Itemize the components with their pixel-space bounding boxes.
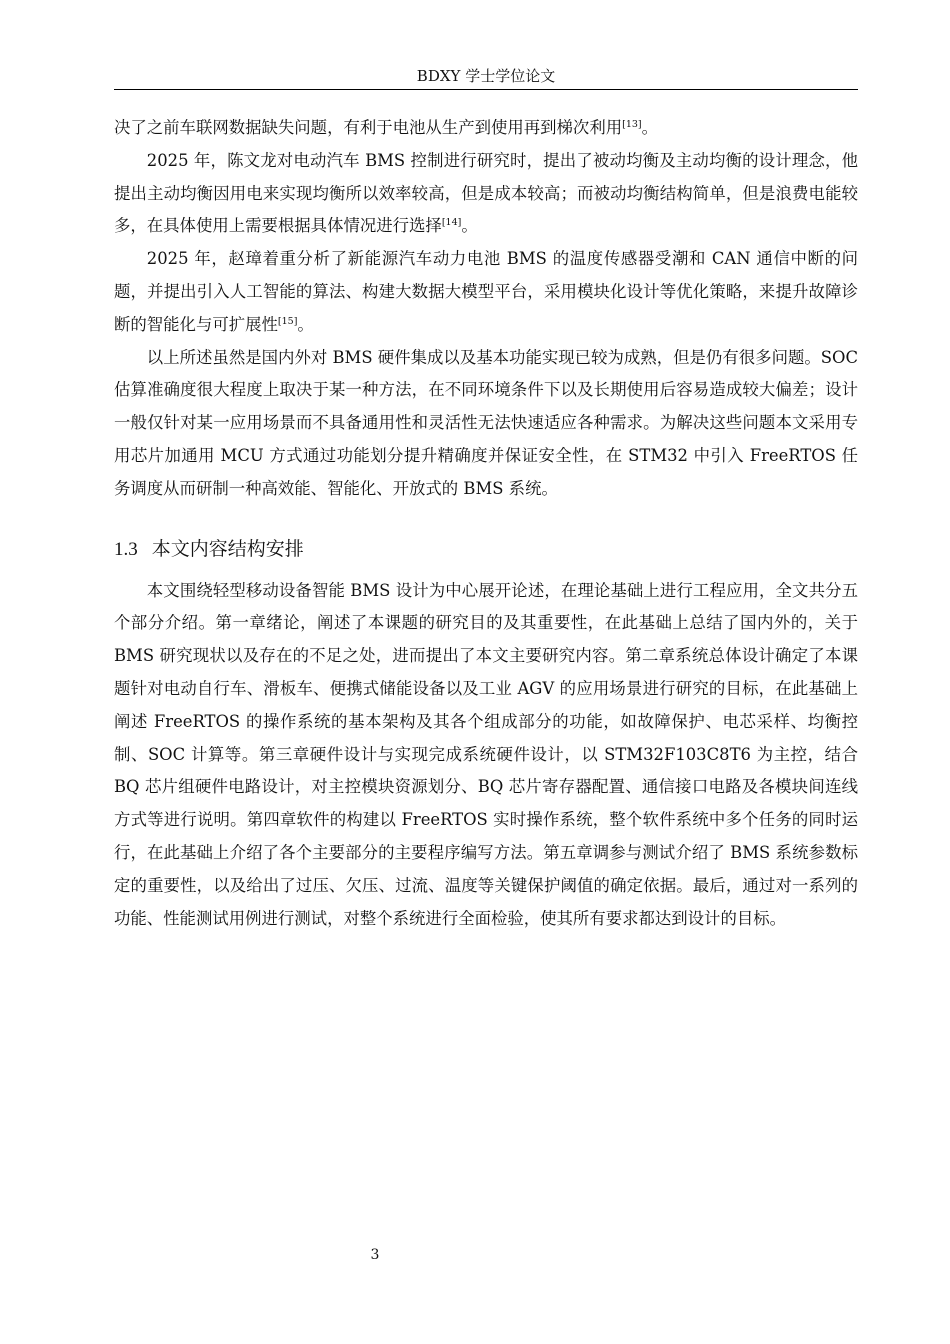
paragraph-tail: 。 — [297, 314, 314, 334]
paragraph-tail: 。 — [641, 118, 659, 137]
paragraph-4 — [114, 342, 858, 506]
paragraph-1 — [114, 112, 858, 145]
body-text — [114, 112, 858, 935]
section-number: 1.3 — [114, 538, 138, 560]
page-number: 3 — [370, 1247, 380, 1263]
paragraph-text: 以上所述虽然是国内外对 BMS 硬件集成以及基本功能实现已较为成熟，但是仍有很多问题。SOC 估算准确度很大程度上取决于某一种方法，在不同环境条件下以及长期使用后容易造成较大偏差；设计一般仅针对某一应用场景而不具备通用性和灵活性无法快速适应各种需求。为解决这些问题本文采用专用芯片加通用 MCU 方式通过功能划分提升精确度并保证安全性，在 STM32 中引入 FreeRTOS 任务调度从而研制一种高效能、智能化、开放式的 BMS 系统。 — [114, 347, 858, 498]
paragraph-text: 决了之前车联网数据缺失问题，有利于电池从生产到使用再到梯次利用 — [114, 118, 623, 137]
paragraph-text: 2025 年，陈文龙对电动汽车 BMS 控制进行研究时，提出了被动均衡及主动均衡的设计理念，他提出主动均衡因用电来实现均衡所以效率较高，但是成本较高；而被动均衡结构简单，但是浪费电能较多，在具体使用上需要根据具体情况进行选择 — [114, 150, 858, 236]
paragraph-3 — [114, 243, 858, 341]
paragraph-5 — [114, 575, 858, 936]
paragraph-tail: 。 — [461, 216, 478, 236]
running-header: BDXY 学士学位论文 — [114, 66, 858, 90]
section-title: 本文内容结构安排 — [151, 537, 304, 560]
citation-ref: [15] — [277, 315, 298, 327]
paragraph-text: 本文围绕轻型移动设备智能 BMS 设计为中心展开论述，在理论基础上进行工程应用，全文共分五个部分介绍。第一章绪论，阐述了本课题的研究目的及其重要性，在此基础上总结了国内外的，关于 BMS 研究现状以及存在的不足之处，进而提出了本文主要研究内容。第二章系统总体设计确定了本课题针对电动自行车、滑板车、便携式储能设备以及工业 AGV 的应用场景进行研究的目标，在此基础上阐述 FreeRTOS 的操作系统的基本架构及其各个组成部分的功能，如故障保护、电芯采样、均衡控制、SOC 计算等。第三章硬件设计与实现完成系统硬件设计，以 STM32F103C8T6 为主控，结合 BQ 芯片组硬件电路设计，对主控模块资源划分、BQ 芯片寄存器配置、通信接口电路及各模块间连线方式等进行说明。第四章软件的构建以 FreeRTOS 实时操作系统，整个软件系统中多个任务的同时运行，在此基础上介绍了各个主要部分的主要程序编写方法。第五章调参与测试介绍了 BMS 系统参数标定的重要性，以及给出了过压、欠压、过流、温度等关键保护阈值的确定依据。最后，通过对一系列的功能、性能测试用例进行测试，对整个系统进行全面检验，使其所有要求都达到设计的目标。 — [114, 580, 858, 928]
citation-ref: [13] — [622, 119, 642, 130]
paragraph-2 — [114, 145, 858, 243]
citation-ref: [14] — [441, 217, 462, 229]
section-heading — [114, 532, 858, 567]
paragraph-text: 2025 年，赵璋着重分析了新能源汽车动力电池 BMS 的温度传感器受潮和 CAN 通信中断的问题，并提出引入人工智能的算法、构建大数据大模型平台，采用模块化设计等优化策略，来提升故障诊断的智能化与可扩展性 — [114, 249, 858, 334]
